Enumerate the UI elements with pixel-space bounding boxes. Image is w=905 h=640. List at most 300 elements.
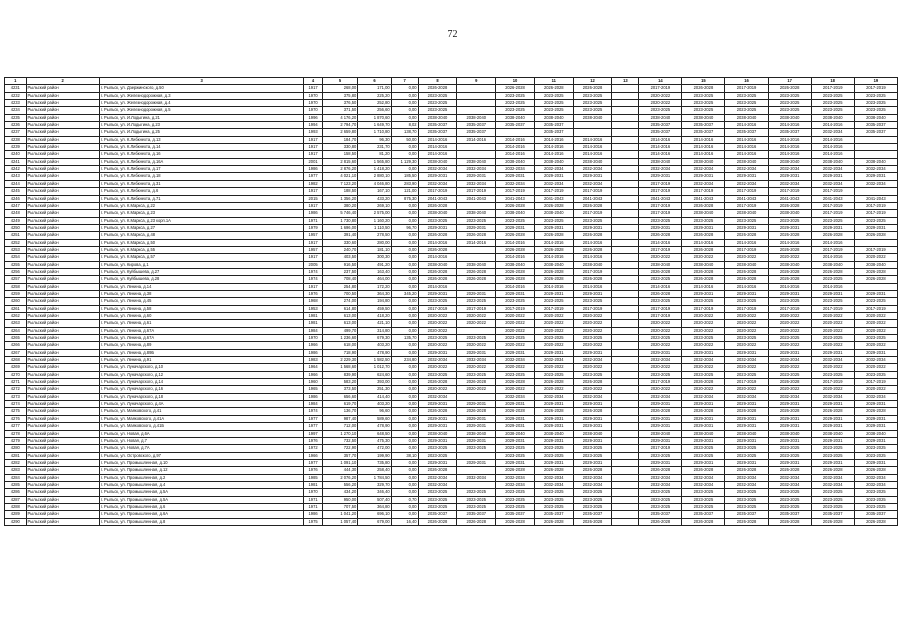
table-cell: Рыльский район xyxy=(26,503,99,510)
table-cell: 2020-2022 xyxy=(639,254,682,261)
table-cell: 4249 xyxy=(5,217,27,224)
table-row xyxy=(5,122,898,129)
table-cell: 2023-2025 xyxy=(418,217,457,224)
table-row xyxy=(5,283,898,290)
table-row xyxy=(5,298,898,305)
table-cell: 2032-2034 xyxy=(573,180,612,187)
table-cell: 2023-2025 xyxy=(725,496,768,503)
table-cell: 4233 xyxy=(5,100,27,107)
table-row xyxy=(5,239,898,246)
table-cell: 2041-2043 xyxy=(639,195,682,202)
table-cell: 1984 xyxy=(304,401,322,408)
table-cell: 2032-2034 xyxy=(496,393,535,400)
table-body xyxy=(5,85,898,526)
table-cell: 2041-2043 xyxy=(682,195,725,202)
table-cell: 2038-2040 xyxy=(854,158,897,165)
table-cell: 1997 xyxy=(304,430,322,437)
table-cell: 2017-2019 xyxy=(725,305,768,312)
table-cell: 2032-2034 xyxy=(811,474,854,481)
table-cell: 4231 xyxy=(5,85,27,92)
table-cell: 679,00 xyxy=(358,518,391,525)
table-cell: Рыльский район xyxy=(26,224,99,231)
table-cell: г. Рыльск, ул. К.Либкнехта, д.16А xyxy=(99,158,304,165)
table-row xyxy=(5,445,898,452)
table-row xyxy=(5,136,898,143)
table-cell: 613,00 xyxy=(322,313,358,320)
table-cell: 0,00 xyxy=(391,437,418,444)
table-cell: 444,30 xyxy=(322,467,358,474)
table-cell: г. Рыльск, ул. И.Лодыгина, д.23 xyxy=(99,122,304,129)
table-cell: 4245 xyxy=(5,188,27,195)
table-cell: г. Рыльск, ул. Ленина, д.67А xyxy=(99,335,304,342)
table-cell: 2026-2028 xyxy=(573,202,612,209)
table-cell xyxy=(612,445,639,452)
table-cell: 2023-2025 xyxy=(573,92,612,99)
table-cell: 2017-2019 xyxy=(725,379,768,386)
table-cell: 2026-2028 xyxy=(496,408,535,415)
table-cell: 732,50 xyxy=(322,437,358,444)
table-cell: Рыльский район xyxy=(26,364,99,371)
table-cell: 2029-2031 xyxy=(811,401,854,408)
table-cell: 4232 xyxy=(5,92,27,99)
table-cell: г. Рыльск, ул. Промышленная, д.5А xyxy=(99,489,304,496)
table-cell: Рыльский район xyxy=(26,481,99,488)
table-cell xyxy=(612,210,639,217)
table-cell: 2026-2028 xyxy=(682,246,725,253)
table-cell: 2020-2022 xyxy=(418,364,457,371)
table-cell: 2032-2034 xyxy=(854,357,897,364)
table-cell: 2020-2022 xyxy=(418,342,457,349)
table-cell: 2014-2016 xyxy=(768,151,811,158)
table-cell: 2017-2019 xyxy=(725,85,768,92)
table-cell: Рыльский район xyxy=(26,202,99,209)
table-cell xyxy=(854,188,897,195)
table-cell: Рыльский район xyxy=(26,357,99,364)
table-cell: 2029-2031 xyxy=(854,290,897,297)
table-cell: 2014-2016 xyxy=(457,239,496,246)
table-cell: 2014-2016 xyxy=(682,239,725,246)
table-cell: 2026-2028 xyxy=(725,276,768,283)
table-cell: 2032-2034 xyxy=(854,474,897,481)
table-cell: 2023-2025 xyxy=(573,503,612,510)
table-cell: 2035-2037 xyxy=(457,129,496,136)
table-cell: 2026-2028 xyxy=(418,246,457,253)
table-cell: 2038-2040 xyxy=(418,210,457,217)
table-cell: г. Рыльск, ул. К.Либкнехта, д.31 xyxy=(99,180,304,187)
table-cell: 1 110,50 xyxy=(358,224,391,231)
table-row xyxy=(5,144,898,151)
table-cell: 1985 xyxy=(304,474,322,481)
table-cell: 2017-2019 xyxy=(768,305,811,312)
table-cell: 2026-2028 xyxy=(418,232,457,239)
table-cell: г. Рыльск, ул. Куйбышева, д.28 xyxy=(99,276,304,283)
table-cell: 2014-2016 xyxy=(811,239,854,246)
table-cell: 2038-2040 xyxy=(854,261,897,268)
table-cell: 2041-2043 xyxy=(854,195,897,202)
table-cell: 459,50 xyxy=(358,305,391,312)
table-cell: 2014-2016 xyxy=(573,144,612,151)
table-cell xyxy=(612,437,639,444)
table-cell: 1 565,80 xyxy=(358,158,391,165)
table-cell: 2026-2028 xyxy=(682,379,725,386)
table-cell: г. Рыльск, ул. Железнодорожная, д.4 xyxy=(99,100,304,107)
table-cell: 2023-2025 xyxy=(811,496,854,503)
table-cell: 1957 xyxy=(304,232,322,239)
table-cell: 2029-2031 xyxy=(811,349,854,356)
table-cell: 2023-2025 xyxy=(768,100,811,107)
table-cell: 2 575,00 xyxy=(358,210,391,217)
table-cell: 2026-2028 xyxy=(854,276,897,283)
table-cell: 0,00 xyxy=(391,379,418,386)
table-cell: 478,90 xyxy=(358,423,391,430)
table-cell: 2023-2025 xyxy=(768,298,811,305)
table-cell: 2029-2031 xyxy=(639,224,682,231)
table-cell: 2032-2034 xyxy=(418,180,457,187)
table-cell: 0,00 xyxy=(391,393,418,400)
table-cell xyxy=(612,246,639,253)
table-cell: 2038-2040 xyxy=(682,158,725,165)
table-cell: 414,40 xyxy=(358,393,391,400)
table-cell: 1970 xyxy=(304,92,322,99)
table-cell: 278,50 xyxy=(358,232,391,239)
table-cell: 0,00 xyxy=(391,232,418,239)
table-cell: 2014-2016 xyxy=(573,283,612,290)
table-cell: 2020-2022 xyxy=(725,342,768,349)
table-cell: 2029-2031 xyxy=(682,459,725,466)
table-cell: г. Рыльск, ул. Промышленная, д.6А xyxy=(99,511,304,518)
table-cell: 2029-2031 xyxy=(768,459,811,466)
table-cell: г. Рыльск, ул. К.Либкнехта, д.16 xyxy=(99,151,304,158)
table-cell: 2020-2022 xyxy=(639,342,682,349)
table-cell: 2032-2034 xyxy=(725,166,768,173)
table-row xyxy=(5,437,898,444)
table-cell: Рыльский район xyxy=(26,276,99,283)
table-cell: 2014-2016 xyxy=(682,283,725,290)
table-cell: 1 730,80 xyxy=(322,217,358,224)
table-cell: 2023-2025 xyxy=(457,217,496,224)
table-cell xyxy=(457,151,496,158)
table-cell: 2023-2025 xyxy=(725,335,768,342)
table-cell: Рыльский район xyxy=(26,188,99,195)
table-cell: 2023-2025 xyxy=(725,92,768,99)
table-cell: 2014-2016 xyxy=(573,151,612,158)
table-cell: 1974 xyxy=(304,276,322,283)
column-header: 6 xyxy=(358,78,391,85)
table-cell: 2038-2040 xyxy=(682,261,725,268)
table-cell: 2026-2028 xyxy=(639,467,682,474)
table-cell: 0,00 xyxy=(391,276,418,283)
table-cell: 2023-2025 xyxy=(457,298,496,305)
table-cell xyxy=(854,283,897,290)
table-cell: 4261 xyxy=(5,305,27,312)
table-cell: 345,20 xyxy=(391,290,418,297)
table-cell: 2026-2028 xyxy=(682,232,725,239)
table-cell: 2026-2028 xyxy=(534,379,573,386)
table-cell: г. Рыльск, ул. Луначарского, д.16 xyxy=(99,386,304,393)
table-cell: 2020-2022 xyxy=(534,313,573,320)
table-cell: 2029-2031 xyxy=(418,415,457,422)
table-cell: 0,00 xyxy=(391,481,418,488)
table-cell: 1965 xyxy=(304,386,322,393)
table-cell: 2035-2037 xyxy=(682,511,725,518)
table-cell: 2026-2028 xyxy=(811,408,854,415)
table-cell: 2032-2034 xyxy=(534,357,573,364)
table-cell: 2026-2028 xyxy=(496,202,535,209)
table-cell xyxy=(612,144,639,151)
table-cell: 2023-2025 xyxy=(811,452,854,459)
table-cell: 4238 xyxy=(5,136,27,143)
table-cell: 2023-2025 xyxy=(854,298,897,305)
table-cell: 2029-2031 xyxy=(682,173,725,180)
table-cell: 2038-2040 xyxy=(811,158,854,165)
table-cell: 2029-2031 xyxy=(573,224,612,231)
table-cell: 2032-2034 xyxy=(496,180,535,187)
table-cell: 2032-2034 xyxy=(854,166,897,173)
table-cell: 2020-2022 xyxy=(573,364,612,371)
table-cell: г. Рыльск, ул. К.Либкнехта, д.17 xyxy=(99,166,304,173)
table-cell: 1 270,10 xyxy=(322,430,358,437)
table-cell: 4279 xyxy=(5,437,27,444)
table-cell: 4285 xyxy=(5,481,27,488)
table-cell xyxy=(612,423,639,430)
table-cell: 2029-2031 xyxy=(534,437,573,444)
table-cell: 1966 xyxy=(304,371,322,378)
table-row xyxy=(5,92,898,99)
table-cell: 4257 xyxy=(5,276,27,283)
table-cell: 2032-2034 xyxy=(496,474,535,481)
table-cell: 2029-2031 xyxy=(639,437,682,444)
table-cell: 2026-2028 xyxy=(457,408,496,415)
table-row xyxy=(5,320,898,327)
table-cell: 2029-2031 xyxy=(811,290,854,297)
table-cell: 2014-2016 xyxy=(811,144,854,151)
table-cell: 2032-2034 xyxy=(811,481,854,488)
table-cell: 4246 xyxy=(5,195,27,202)
table-cell: 2029-2031 xyxy=(639,349,682,356)
table-cell: 2029-2031 xyxy=(496,415,535,422)
table-cell: 2029-2031 xyxy=(682,401,725,408)
table-cell: 2038-2040 xyxy=(811,261,854,268)
table-cell: 2023-2025 xyxy=(573,371,612,378)
table-cell: 2023-2025 xyxy=(573,298,612,305)
table-cell: 2023-2025 xyxy=(418,298,457,305)
table-cell: 1960 xyxy=(304,379,322,386)
table-cell: 2020-2022 xyxy=(639,92,682,99)
table-cell: 2032-2034 xyxy=(768,393,811,400)
table-cell: г. Рыльск, ул. Новая, д.7А xyxy=(99,445,304,452)
table-cell: 2035-2037 xyxy=(534,129,573,136)
table-cell xyxy=(496,129,535,136)
table-cell: 280,00 xyxy=(358,239,391,246)
table-cell: 2017-2019 xyxy=(854,246,897,253)
table-cell: 403,20 xyxy=(358,342,391,349)
table-cell: г. Рыльск, ул. Ленина, д.14 xyxy=(99,283,304,290)
table-cell: 2014-2016 xyxy=(496,136,535,143)
table-cell: 2017-2019 xyxy=(682,305,725,312)
table-cell: 2023-2025 xyxy=(854,489,897,496)
table-cell: 2032-2034 xyxy=(811,357,854,364)
table-row xyxy=(5,335,898,342)
table-cell: 2029-2031 xyxy=(725,415,768,422)
table-cell: 2020-2022 xyxy=(768,364,811,371)
table-cell: 373,50 xyxy=(322,386,358,393)
table-cell: 1 091,10 xyxy=(322,459,358,466)
table-cell: 184,70 xyxy=(322,136,358,143)
table-cell: 2005 xyxy=(304,261,322,268)
table-cell: 2029-2031 xyxy=(534,173,573,180)
table-row xyxy=(5,85,898,92)
table-row xyxy=(5,386,898,393)
table-cell: Рыльский район xyxy=(26,144,99,151)
table-cell: 2032-2034 xyxy=(639,166,682,173)
table-cell: 2020-2022 xyxy=(418,386,457,393)
table-cell: 2026-2028 xyxy=(418,268,457,275)
table-cell: 2023-2025 xyxy=(811,217,854,224)
table-cell: 2026-2028 xyxy=(496,276,535,283)
table-cell: 2032-2034 xyxy=(573,393,612,400)
table-cell: 1 356,20 xyxy=(322,195,358,202)
table-cell: 2014-2016 xyxy=(682,136,725,143)
table-cell: Рыльский район xyxy=(26,217,99,224)
table-cell: 1971 xyxy=(304,503,322,510)
table-cell xyxy=(612,327,639,334)
table-cell: 2032-2034 xyxy=(639,481,682,488)
table-row xyxy=(5,511,898,518)
table-row xyxy=(5,232,898,239)
table-cell: Рыльский район xyxy=(26,386,99,393)
table-cell: 0,00 xyxy=(391,386,418,393)
table-cell: 2041-2043 xyxy=(573,195,612,202)
table-cell: 2032-2034 xyxy=(418,166,457,173)
table-cell: 2026-2028 xyxy=(639,518,682,525)
table-cell: 0,00 xyxy=(391,166,418,173)
table-cell: 2026-2028 xyxy=(457,518,496,525)
table-cell: 2032-2034 xyxy=(573,474,612,481)
table-cell: 2038-2040 xyxy=(457,261,496,268)
table-cell: 2032-2034 xyxy=(768,180,811,187)
table-cell xyxy=(612,166,639,173)
table-cell: 2038-2040 xyxy=(534,114,573,121)
table-row xyxy=(5,246,898,253)
table-cell: г. Рыльск, ул. Луначарского, д.14 xyxy=(99,379,304,386)
table-cell: 613,00 xyxy=(322,320,358,327)
table-cell: 2014-2016 xyxy=(534,239,573,246)
table-cell xyxy=(457,100,496,107)
table-cell: 2023-2025 xyxy=(854,503,897,510)
table-cell: 2038-2040 xyxy=(725,158,768,165)
table-cell: Рыльский район xyxy=(26,459,99,466)
table-cell: 2023-2025 xyxy=(496,217,535,224)
table-cell: 2038-2040 xyxy=(768,158,811,165)
table-cell: Рыльский район xyxy=(26,349,99,356)
table-cell xyxy=(612,379,639,386)
table-row xyxy=(5,379,898,386)
table-cell: 2023-2025 xyxy=(639,335,682,342)
table-cell xyxy=(612,158,639,165)
table-cell: г. Рыльск, ул. Ленина, д.89 xyxy=(99,342,304,349)
table-cell: 2023-2025 xyxy=(854,92,897,99)
table-cell: 2023-2025 xyxy=(573,100,612,107)
table-cell xyxy=(612,188,639,195)
table-cell: 163,40 xyxy=(358,268,391,275)
table-cell: 2014-2016 xyxy=(725,283,768,290)
table-cell: 2026-2028 xyxy=(534,518,573,525)
table-cell: 624,60 xyxy=(358,371,391,378)
table-cell: 1976 xyxy=(304,467,322,474)
table-cell xyxy=(457,327,496,334)
table-cell: 2023-2025 xyxy=(682,298,725,305)
table-cell: 2026-2028 xyxy=(725,268,768,275)
table-cell: 2023-2025 xyxy=(534,371,573,378)
table-cell xyxy=(457,452,496,459)
table-cell: 679,30 xyxy=(358,335,391,342)
table-cell: 2029-2031 xyxy=(573,401,612,408)
table-cell: 2029-2031 xyxy=(534,415,573,422)
table-cell: 2029-2031 xyxy=(534,224,573,231)
table-cell: 2029-2031 xyxy=(496,423,535,430)
table-cell: 696,10 xyxy=(358,511,391,518)
table-cell: 2035-2037 xyxy=(639,511,682,518)
table-cell: 2041-2043 xyxy=(418,195,457,202)
table-cell: 4239 xyxy=(5,144,27,151)
table-cell: 2014-2016 xyxy=(534,151,573,158)
column-header: 4 xyxy=(304,78,322,85)
table-cell: 2023-2025 xyxy=(639,496,682,503)
table-cell: г. Рыльск, ул. К.Маркса, д.57 xyxy=(99,254,304,261)
table-cell: г. Рыльск, ул. К.Либкнехта, д.13 xyxy=(99,136,304,143)
table-cell: г. Рыльск, ул. Железнодорожная, д.3 xyxy=(99,92,304,99)
table-cell: 2023-2025 xyxy=(534,496,573,503)
table-cell: 2029-2031 xyxy=(457,437,496,444)
table-cell: Рыльский район xyxy=(26,268,99,275)
table-cell: 2032-2034 xyxy=(639,474,682,481)
column-header: 13 xyxy=(612,78,639,85)
table-cell: г. Рыльск, ул. Промышленная, д.2 xyxy=(99,474,304,481)
table-cell: 4258 xyxy=(5,283,27,290)
table-cell: 0,00 xyxy=(391,511,418,518)
table-cell: 4262 xyxy=(5,313,27,320)
table-cell: 1975 xyxy=(304,518,322,525)
table-cell: Рыльский район xyxy=(26,445,99,452)
table-cell: 2020-2022 xyxy=(811,386,854,393)
table-cell: 2032-2034 xyxy=(854,481,897,488)
table-cell xyxy=(457,107,496,114)
table-cell: 2035-2037 xyxy=(639,122,682,129)
table-cell: 2029-2031 xyxy=(854,224,897,231)
table-cell: 2014-2016 xyxy=(418,254,457,261)
table-cell: 2038-2040 xyxy=(811,114,854,121)
table-cell: г. Рыльск, ул. Луначарского, д.10 xyxy=(99,364,304,371)
table-cell: 0,00 xyxy=(391,107,418,114)
table-cell: 2029-2031 xyxy=(811,437,854,444)
table-cell xyxy=(573,122,612,129)
table-cell: 656,60 xyxy=(322,393,358,400)
table-cell: Рыльский район xyxy=(26,496,99,503)
column-header: 18 xyxy=(811,78,854,85)
table-cell: 2023-2025 xyxy=(418,100,457,107)
table-cell: 2038-2040 xyxy=(682,114,725,121)
table-cell: 2023-2025 xyxy=(496,335,535,342)
table-cell: 50,00 xyxy=(391,136,418,143)
table-cell: 2032-2034 xyxy=(534,180,573,187)
table-cell: 2032-2034 xyxy=(768,166,811,173)
table-header-row xyxy=(5,78,898,85)
table-cell: 2023-2025 xyxy=(725,489,768,496)
table-row xyxy=(5,313,898,320)
table-cell: 2023-2025 xyxy=(639,298,682,305)
table-cell: 1 129,30 xyxy=(391,158,418,165)
table-cell xyxy=(612,452,639,459)
